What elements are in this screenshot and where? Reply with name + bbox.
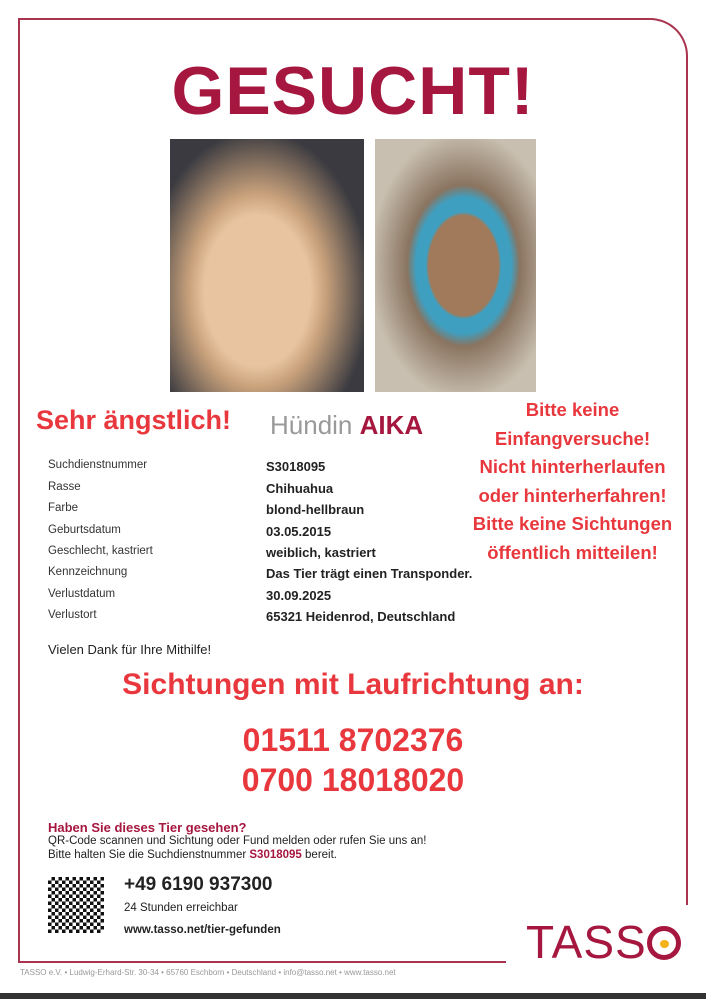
temperament-note: Sehr ängstlich! <box>36 405 232 435</box>
tasso-logo <box>526 915 681 969</box>
detail-value: Das Tier trägt einen Transponder. <box>266 566 473 581</box>
detail-value: 65321 Heidenrod, Deutschland <box>266 609 456 624</box>
sex-label: Hündin <box>270 410 353 440</box>
detail-value: Chihuahua <box>266 481 334 496</box>
detail-label: Geschlecht, kastriert <box>48 545 153 557</box>
ref-post: bereit. <box>301 849 337 861</box>
paw-icon <box>647 926 681 960</box>
contact-question: Haben Sie dieses Tier gesehen? <box>48 820 247 835</box>
warning-line: öffentlich mitteilen! <box>487 541 658 563</box>
detail-value: 30.09.2025 <box>266 588 332 603</box>
detail-value: 03.05.2015 <box>266 524 332 539</box>
qr-code[interactable] <box>48 877 104 933</box>
warning-line: Nicht hinterherlaufen <box>479 456 666 477</box>
footer-address: TASSO e.V. • Ludwig-Erhard-Str. 30-34 • 65760 Eschborn • Deutschland • info@tasso.net • www.tasso.net <box>20 968 396 977</box>
warning-line: Bitte keine <box>525 399 620 420</box>
sighting-phone[interactable]: 0700 18018020 <box>241 762 465 798</box>
sightings-heading: Sichtungen mit Laufrichtung an: <box>122 668 584 701</box>
name-label: AIKA <box>359 410 424 440</box>
detail-label: Geburtsdatum <box>48 524 121 536</box>
detail-value: S3018095 <box>266 459 326 474</box>
detail-value: weiblich, kastriert <box>266 545 376 560</box>
dog-photo-1 <box>170 139 364 392</box>
warning-line: oder hinterherfahren! <box>478 484 667 506</box>
detail-value: blond-hellbraun <box>266 502 365 517</box>
sighting-phone[interactable]: 01511 8702376 <box>242 722 464 758</box>
dog-photo-2 <box>375 139 536 392</box>
ref-pre: Bitte halten Sie die Suchdienstnummer <box>48 849 250 861</box>
detail-label: Kennzeichnung <box>48 566 128 578</box>
detail-label: Verlustort <box>48 609 97 621</box>
warning-line: Bitte keine Sichtungen <box>472 513 673 534</box>
hotline-hours: 24 Stunden erreichbar <box>124 902 238 914</box>
detail-label: Farbe <box>48 502 79 514</box>
report-link[interactable]: www.tasso.net/tier-gefunden <box>124 924 281 936</box>
contact-instruction: QR-Code scannen und Sichtung oder Fund melden oder rufen Sie uns an! <box>48 835 427 847</box>
thanks-text: Vielen Dank für Ihre Mithilfe! <box>48 642 212 657</box>
detail-label: Verlustdatum <box>48 588 116 600</box>
poster-title: GESUCHT! <box>171 53 535 129</box>
animal-name <box>270 410 423 441</box>
detail-label: Rasse <box>48 481 81 493</box>
hotline-phone[interactable]: +49 6190 937300 <box>124 874 273 895</box>
logo-text: TASS <box>526 916 647 968</box>
contact-reference <box>48 849 337 861</box>
warning-line: Einfangversuche! <box>494 427 651 449</box>
warnings <box>440 396 705 567</box>
detail-label: Suchdienstnummer <box>48 459 148 471</box>
frame-divider <box>18 961 506 963</box>
ref-number: S3018095 <box>249 849 302 861</box>
